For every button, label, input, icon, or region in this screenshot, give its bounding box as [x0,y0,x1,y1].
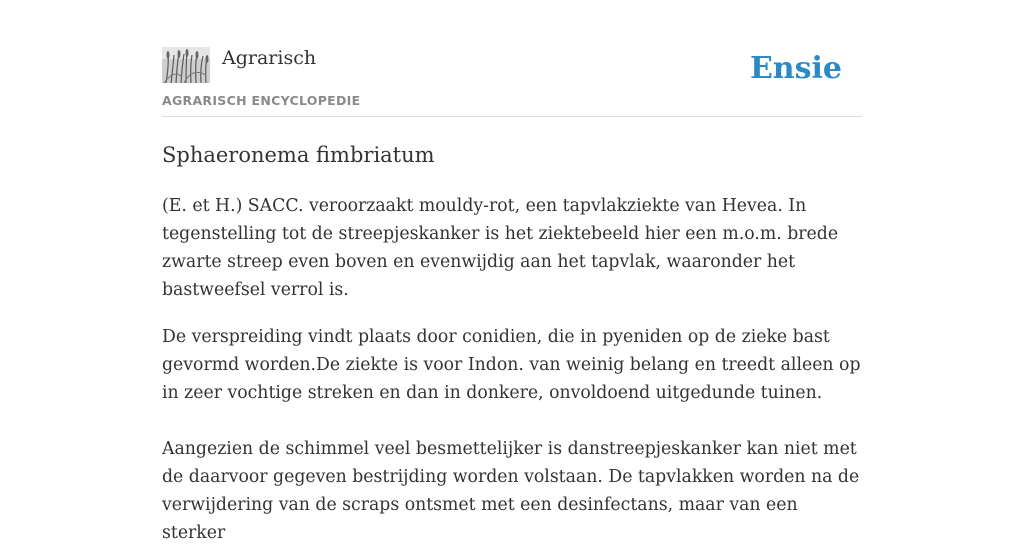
site-subtitle[interactable]: AGRARISCH ENCYCLOPEDIE [162,93,361,108]
article-paragraph: Aangezien de schimmel veel besmettelijker is danstreepjeskanker kan niet met de daarvoor gegeven bestrijding worden volstaan. De tapvlakken worden na de verwijdering van de scraps ontsmet met een desinfectans, maar van een sterker [162,439,860,543]
brand-logo[interactable]: Ensie [749,51,842,86]
article [162,140,862,547]
wheat-field-icon[interactable] [162,47,210,83]
article-paragraph: (E. et H.) SACC. veroorzaakt mouldy-rot, een tapvlakziekte van Hevea. In tegenstelling tot de streepjeskanker is het ziektebeeld hier een m.o.m. brede zwarte streep even boven en evenwijdig aan het tapvlak, waaronder het bastweefsel verrol is. [162,196,839,300]
article-title: Sphaeronema fimbriatum [162,143,435,167]
site-header [162,44,862,117]
article-paragraph: De verspreiding vindt plaats door conidien, die in pyeniden op de zieke bast gevormd worden.De ziekte is voor Indon. van weinig belang en treedt alleen op in zeer vochtige streken en dan in donkere, onvoldoend uitgedunde tuinen. [162,327,861,403]
site-name[interactable]: Agrarisch [222,47,317,69]
